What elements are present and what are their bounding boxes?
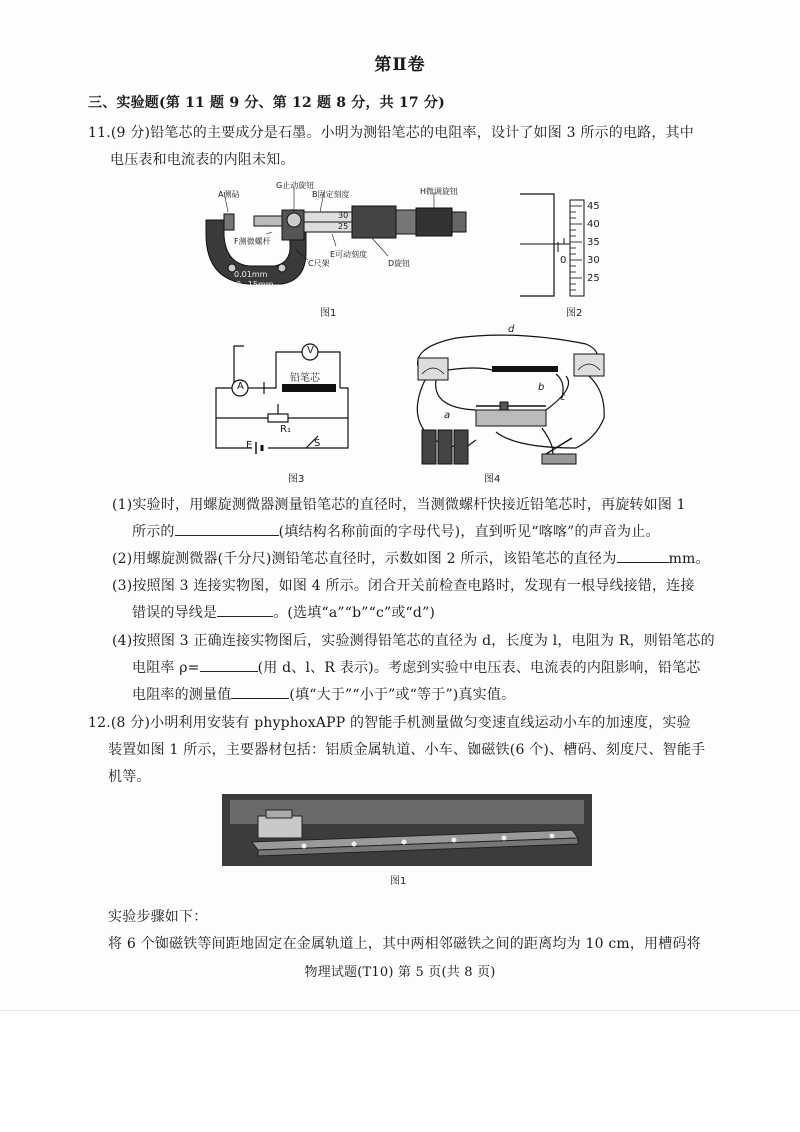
fig2-tick-45: 45 (587, 201, 600, 212)
fig3-caption: 图3 (288, 474, 305, 485)
q12-steps-line1: 将 6 个铷磁铁等间距地固定在金属轨道上，其中两相邻磁铁之间的距离均为 10 cm，用槽码将 (108, 936, 701, 952)
section-title: 第Ⅱ卷 (374, 55, 426, 75)
fig1-frame-text-2: 0~15mm (236, 280, 274, 289)
fig3-rheostat-label: R₁ (280, 424, 291, 435)
fig2-tick-35: 35 (587, 237, 600, 248)
fig1-label-b: B固定刻度 (312, 190, 350, 199)
fig3-voltmeter: V (307, 345, 314, 356)
q11-part3-line2 (132, 602, 435, 622)
fig4-wire-b: b (538, 382, 545, 393)
fig1-label-h: H微调旋钮 (420, 187, 459, 196)
fig4-wire-c: c (560, 392, 566, 403)
fig4-caption: 图4 (484, 474, 501, 485)
q12-fig1-photo (222, 794, 592, 866)
fig1-scale-30: 30 (338, 211, 349, 220)
section-heading: 三、实验题(第 11 题 9 分、第 12 题 8 分，共 17 分) (88, 95, 445, 111)
q11-part3-answer-blank[interactable] (217, 604, 273, 617)
page-footer: 物理试题(T10) 第 5 页(共 8 页) (304, 965, 496, 980)
fig3-ammeter: A (237, 381, 244, 392)
q11-part4-line1: (4)按照图 3 正确连接实物图后，实验测得铅笔芯的直径为 d，长度为 l，电阻为 R，则铅笔芯的 (112, 633, 715, 649)
q11-part4-rho-blank[interactable] (200, 659, 258, 672)
fig2-tick-25: 25 (587, 273, 600, 284)
q11-part4-text-b: (用 d、l、R 表示)。考虑到实验中电压表、电流表的内阻影响，铅笔芯 (257, 660, 701, 676)
q12-line2: 装置如图 1 所示，主要器材包括：铝质金属轨道、小车、铷磁铁(6 个)、槽码、刻度尺、智能手 (108, 742, 706, 758)
q11-part4-compare-blank[interactable] (231, 686, 289, 699)
fig3-pencil-label: 铅笔芯 (290, 373, 320, 384)
fig3-battery-label: E (246, 440, 253, 451)
fig1-label-c: C尺架 (308, 259, 330, 268)
q11-part2-text-a: (2)用螺旋测微器(千分尺)测铅笔芯直径时，示数如图 2 所示，该铅笔芯的直径为 (112, 551, 617, 567)
q11-part4-text-d: (填“大于”“小于”或“等于”)真实值。 (289, 687, 516, 703)
fig2-tick-30: 30 (587, 255, 600, 266)
q11-part4-text-c: 电阻率的测量值 (132, 687, 232, 703)
fig1-label-e: E可动刻度 (330, 250, 368, 259)
fig4-wiring (396, 328, 620, 478)
fig1-scale-25: 25 (338, 222, 349, 231)
q11-part3-text-a: 错误的导线是 (132, 605, 218, 621)
fig1-frame-text-1: 0.01mm (234, 270, 268, 279)
q11-line1: 11.(9 分)铅笔芯的主要成分是石墨。小明为测铅笔芯的电阻率，设计了如图 3 所示的电路，其中 (88, 125, 694, 141)
q11-part1-answer-blank[interactable] (175, 523, 279, 536)
fig1-label-d: D旋钮 (388, 259, 411, 268)
q11-part1-line1: (1)实验时，用螺旋测微器测量铅笔芯的直径时，当测微螺杆快接近铅笔芯时，再旋转如图 1 (112, 497, 686, 513)
fig1-caption: 图1 (320, 308, 337, 319)
q11-part2-text-b: mm。 (668, 551, 710, 567)
fig2-caption: 图2 (566, 308, 583, 319)
q11-part1-text-a: 所示的 (132, 524, 175, 540)
q12-line1: 12.(8 分)小明利用安装有 phyphoxAPP 的智能手机测量做匀变速直线运动小车的加速度，实验 (88, 715, 691, 731)
fig2-zero: 0 (560, 255, 567, 266)
fig2-tick-40: 40 (587, 219, 600, 230)
q11-part4-line2 (132, 657, 700, 677)
q11-line2: 电压表和电流表的内阻未知。 (110, 152, 295, 168)
q11-part2-answer-blank[interactable] (617, 550, 669, 563)
fig2-scale (518, 192, 638, 298)
q11-part4-text-a: 电阻率 ρ= (132, 660, 200, 676)
q11-part3-text-b: 。(选填“a”“b”“c”或“d”) (273, 605, 436, 621)
fig3-circuit (210, 338, 360, 458)
q12-fig1-drawing (222, 794, 592, 866)
q12-line3: 机等。 (108, 769, 151, 785)
q11-part4-line3 (132, 684, 515, 704)
fig4-wire-d: d (508, 324, 515, 335)
fig3-switch-label: S (314, 438, 321, 449)
q11-part3-line1: (3)按照图 3 连接实物图，如图 4 所示。闭合开关前检查电路时，发现有一根导线接错，连接 (112, 578, 695, 594)
q12-fig1-caption: 图1 (390, 876, 407, 887)
q11-part2-line (112, 548, 710, 568)
q11-part1-text-b: (填结构名称前面的字母代号)，直到听见“喀喀”的声音为止。 (278, 524, 660, 540)
fig1-label-f: F测微螺杆 (234, 237, 271, 246)
fig1-label-a: A测砧 (218, 190, 240, 199)
q11-part1-line2 (132, 521, 660, 541)
q12-steps-heading: 实验步骤如下： (108, 909, 208, 925)
fig4-wire-a: a (444, 410, 451, 421)
fig1-label-g: G止动旋钮 (276, 181, 315, 190)
